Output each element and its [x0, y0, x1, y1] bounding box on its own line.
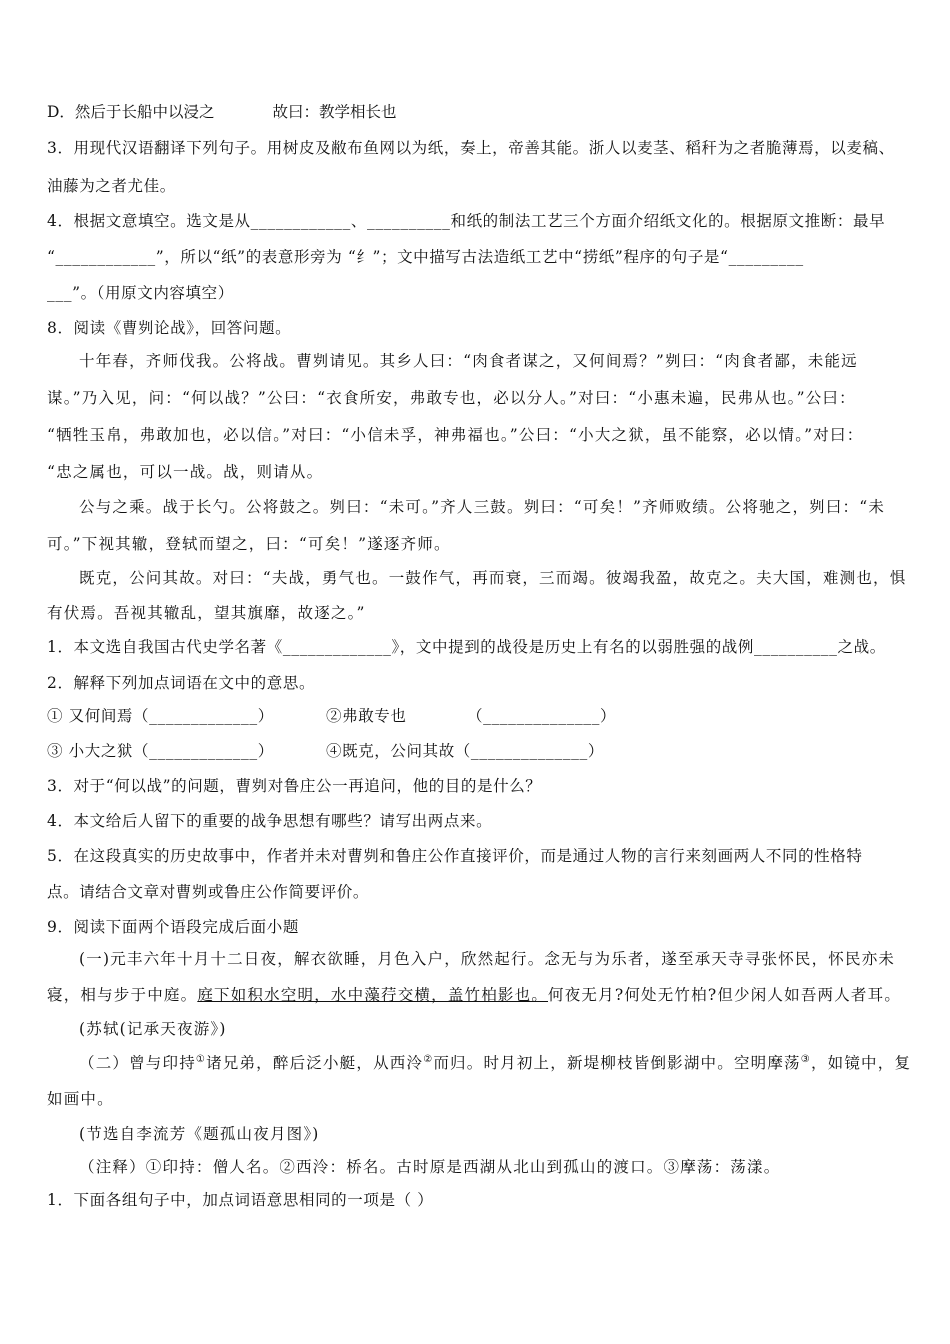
underlined-sentence: 庭下如积水空明，水中藻荇交横，盖竹柏影也。	[197, 986, 549, 1004]
q8-passage-p1-l4: “忠之属也，可以一战。战，则请从。	[47, 463, 324, 481]
answer-blank[interactable]: _____________	[149, 742, 258, 760]
q8-passage-p1-l1: 十年春，齐师伐我。公将战。曹刿请见。其乡人曰：“肉食者谋之，又何间焉？”刿曰：“肉食者鄙，未能远	[79, 352, 858, 370]
answer-blank[interactable]: _____________	[149, 707, 258, 725]
q9-passage-a-l2: 寝，相与步于中庭。庭下如积水空明，水中藻荇交横，盖竹柏影也。何夜无月?何处无竹柏?但少闲人如吾两人者耳。	[47, 986, 902, 1004]
answer-blank[interactable]: _____________	[282, 638, 392, 656]
q4-line2: “____________”，所以“纸”的表意形旁为 “纟”；文中描写古法造纸工艺中“捞纸”程序的句子是“_________	[47, 248, 804, 266]
option-d: D．然后于长船中以浸之 故曰：教学相长也	[47, 103, 397, 121]
q4-line1: 4．根据文意填空。选文是从____________、__________和纸的制法工艺三个方面介绍纸文化的。根据原文推断：最早	[47, 212, 886, 230]
q8-passage-p2-l1: 公与之乘。战于长勺。公将鼓之。刿曰：“未可。”齐人三鼓。刿曰：“可矣！”齐师败绩。公将驰之，刿曰：“未	[79, 498, 886, 516]
q9-passage-b-l1: （二）曾与印持①诸兄弟，醉后泛小艇，从西泠②而归。时月初上，新堤柳枝皆倒影湖中。空明摩荡③，如镜中，复	[79, 1053, 912, 1072]
q8-passage-p1-l3: “牺牲玉帛，弗敢加也，必以信。”对曰：“小信未孚，神弗福也。”公曰：“小大之狱，虽不能察，必以情。”对曰：	[47, 426, 864, 444]
answer-blank[interactable]: ____________	[250, 212, 351, 230]
answer-blank[interactable]: __________	[754, 638, 838, 656]
answer-blank[interactable]: ___	[47, 284, 73, 302]
q9-source-a: (苏轼(记承天夜游》)	[79, 1020, 227, 1038]
answer-blank[interactable]: ______________	[483, 707, 601, 725]
q8-sub5-l1: 5．在这段真实的历史故事中，作者并未对曹刿和鲁庄公作直接评价，而是通过人物的言行来刻画两人不同的性格特	[47, 847, 863, 865]
q8-passage-p3-l2: 有伏焉。吾视其辙乱，望其旗靡，故逐之。”	[47, 604, 366, 622]
q9-note: （注释）①印持：僧人名。②西泠：桥名。古时原是西湖从北山到孤山的渡口。③摩荡：荡漾。	[79, 1158, 781, 1176]
q8-sub2: 2．解释下列加点词语在文中的意思。	[47, 674, 316, 692]
q9-sub1: 1．下面各组句子中，加点词语意思相同的一项是（ ）	[47, 1191, 434, 1209]
q8-sub1: 1．本文选自我国古代史学名著《_____________》，文中提到的战役是历史上有名的以弱胜强的战例__________之战。	[47, 638, 886, 656]
q8-passage-p2-l2: 可。”下视其辙，登轼而望之，曰：“可矣！”遂逐齐师。	[47, 535, 451, 553]
q3-line2: 油藤为之者尤佳。	[47, 177, 176, 195]
answer-blank[interactable]: ____________	[55, 248, 156, 266]
q3-line1: 3．用现代汉语翻译下列句子。用树皮及敝布鱼网以为纸，奏上，帝善其能。浙人以麦茎、稻秆为之者脆薄焉，以麦稿、	[47, 139, 895, 157]
q8-passage-p3-l1: 既克，公问其故。对曰：“夫战，勇气也。一鼓作气，再而衰，三而竭。彼竭我盈，故克之。夫大国，难测也，惧	[79, 569, 907, 587]
answer-blank[interactable]: ______________	[470, 742, 588, 760]
q9-heading: 9．阅读下面两个语段完成后面小题	[47, 918, 299, 936]
answer-blank[interactable]: __________	[366, 212, 451, 230]
q8-sub4: 4．本文给后人留下的重要的战争思想有哪些？请写出两点来。	[47, 812, 493, 830]
q8-sub5-l2: 点。请结合文章对曹刿或鲁庄公作简要评价。	[47, 883, 370, 901]
q8-passage-p1-l2: 谋。”乃入见，问：“何以战？”公曰：“衣食所安，弗敢专也，必以分人。”对曰：“小惠未遍，民弗从也。”公曰：	[47, 389, 856, 407]
q9-passage-b-l2: 如画中。	[47, 1090, 114, 1108]
q8-heading: 8．阅读《曹刿论战》，回答问题。	[47, 319, 292, 337]
q8-sub3: 3．对于“何以战”的问题，曹刿对鲁庄公一再追问，他的目的是什么？	[47, 777, 542, 795]
q9-source-b: (节选自李流芳《题孤山夜月图》)	[79, 1125, 320, 1143]
q9-passage-a-l1: (一)元丰六年十月十二日夜，解衣欲睡，月色入户，欣然起行。念无与为乐者，遂至承天寺寻张怀民，怀民亦未	[79, 950, 896, 968]
q4-line3: ___”。（用原文内容填空）	[47, 284, 234, 302]
answer-blank[interactable]: _________	[728, 248, 804, 266]
